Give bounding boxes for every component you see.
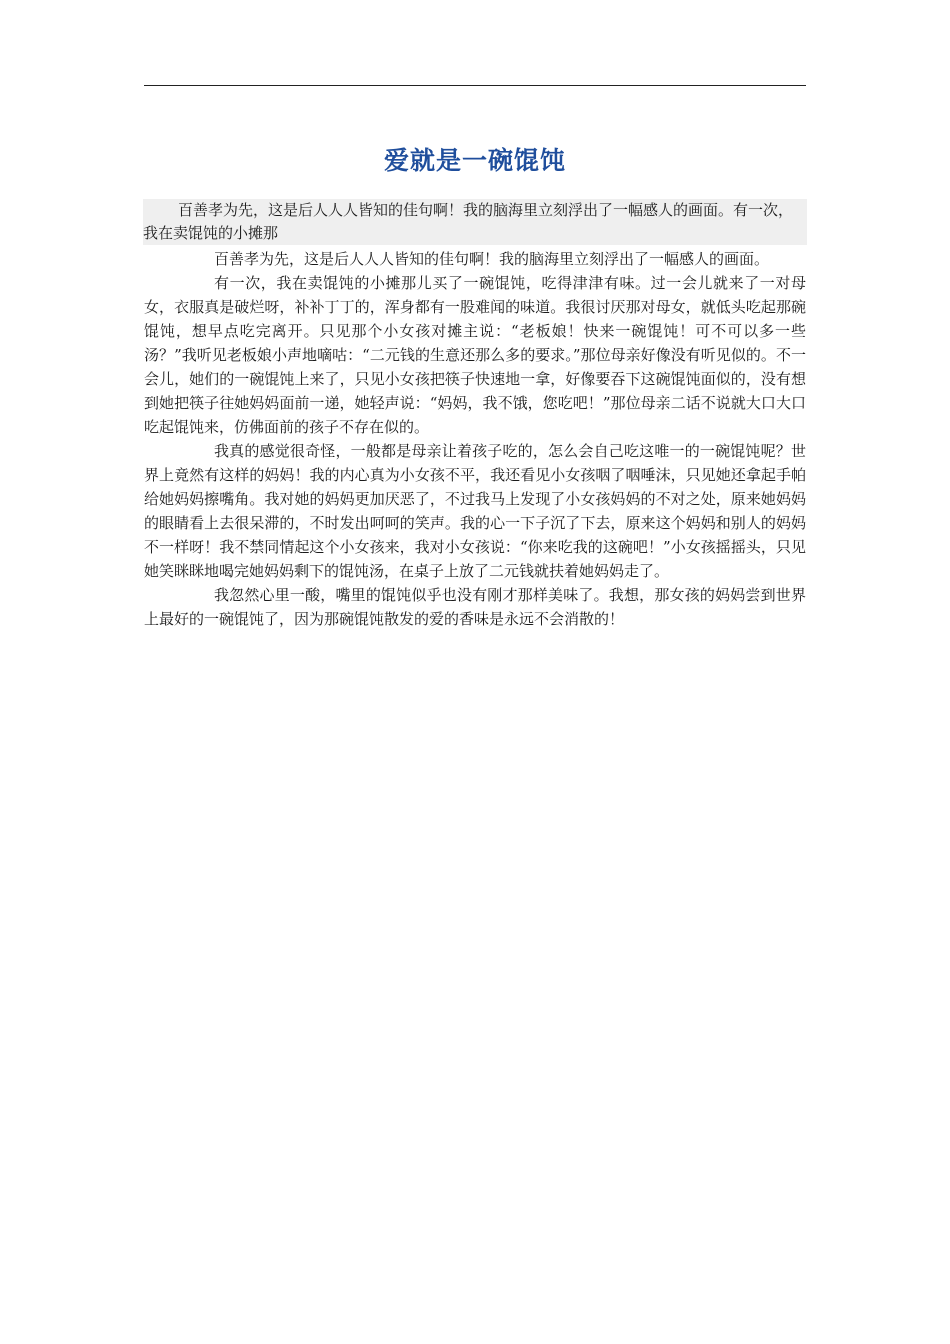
- paragraph: 有一次，我在卖馄饨的小摊那儿买了一碗馄饨，吃得津津有味。过一会儿就来了一对母女，衣服真是破烂呀，补补丁丁的，浑身都有一股难闻的味道。我很讨厌那对母女，就低头吃起那碗馄饨，想早点吃完离开。只见那个小女孩对摊主说：“老板娘！快来一碗馄饨！可不可以多一些汤？”我听见老板娘小声地嘀咕：“二元钱的生意还那么多的要求。”那位母亲好像没有听见似的。不一会儿，她们的一碗馄饨上来了，只见小女孩把筷子快速地一拿，好像要吞下这碗馄饨面似的，没有想到她把筷子往她妈妈面前一递，她轻声说：“妈妈，我不饿，您吃吧！”那位母亲二话不说就大口大口吃起馄饨来，仿佛面前的孩子不存在似的。: [144, 274, 806, 436]
- paragraph: 我忽然心里一酸，嘴里的馄饨似乎也没有刚才那样美味了。我想，那女孩的妈妈尝到世界上最好的一碗馄饨了，因为那碗馄饨散发的爱的香味是永远不会消散的！: [144, 586, 806, 628]
- summary-excerpt: 百善孝为先，这是后人人人皆知的佳句啊！我的脑海里立刻浮出了一幅感人的画面。有一次，我在卖馄饨的小摊那: [143, 199, 807, 245]
- paragraph: 我真的感觉很奇怪，一般都是母亲让着孩子吃的，怎么会自己吃这唯一的一碗馄饨呢？世界上竟然有这样的妈妈！我的内心真为小女孩不平，我还看见小女孩咽了咽唾沫，只见她还拿起手帕给她妈妈擦嘴角。我对她的妈妈更加厌恶了，不过我马上发现了小女孩妈妈的不对之处，原来她妈妈的眼睛看上去很呆滞的，不时发出呵呵的笑声。我的心一下子沉了下去，原来这个妈妈和别人的妈妈不一样呀！我不禁同情起这个小女孩来，我对小女孩说：“你来吃我的这碗吧！”小女孩摇摇头，只见她笑眯眯地喝完她妈妈剩下的馄饨汤，在桌子上放了二元钱就扶着她妈妈走了。: [144, 442, 806, 580]
- article-body: [144, 247, 806, 631]
- paragraph: 百善孝为先，这是后人人人皆知的佳句啊！我的脑海里立刻浮出了一幅感人的画面。: [214, 250, 770, 268]
- header-rule: [144, 85, 806, 86]
- document-title: 爱就是一碗馄饨: [383, 146, 566, 175]
